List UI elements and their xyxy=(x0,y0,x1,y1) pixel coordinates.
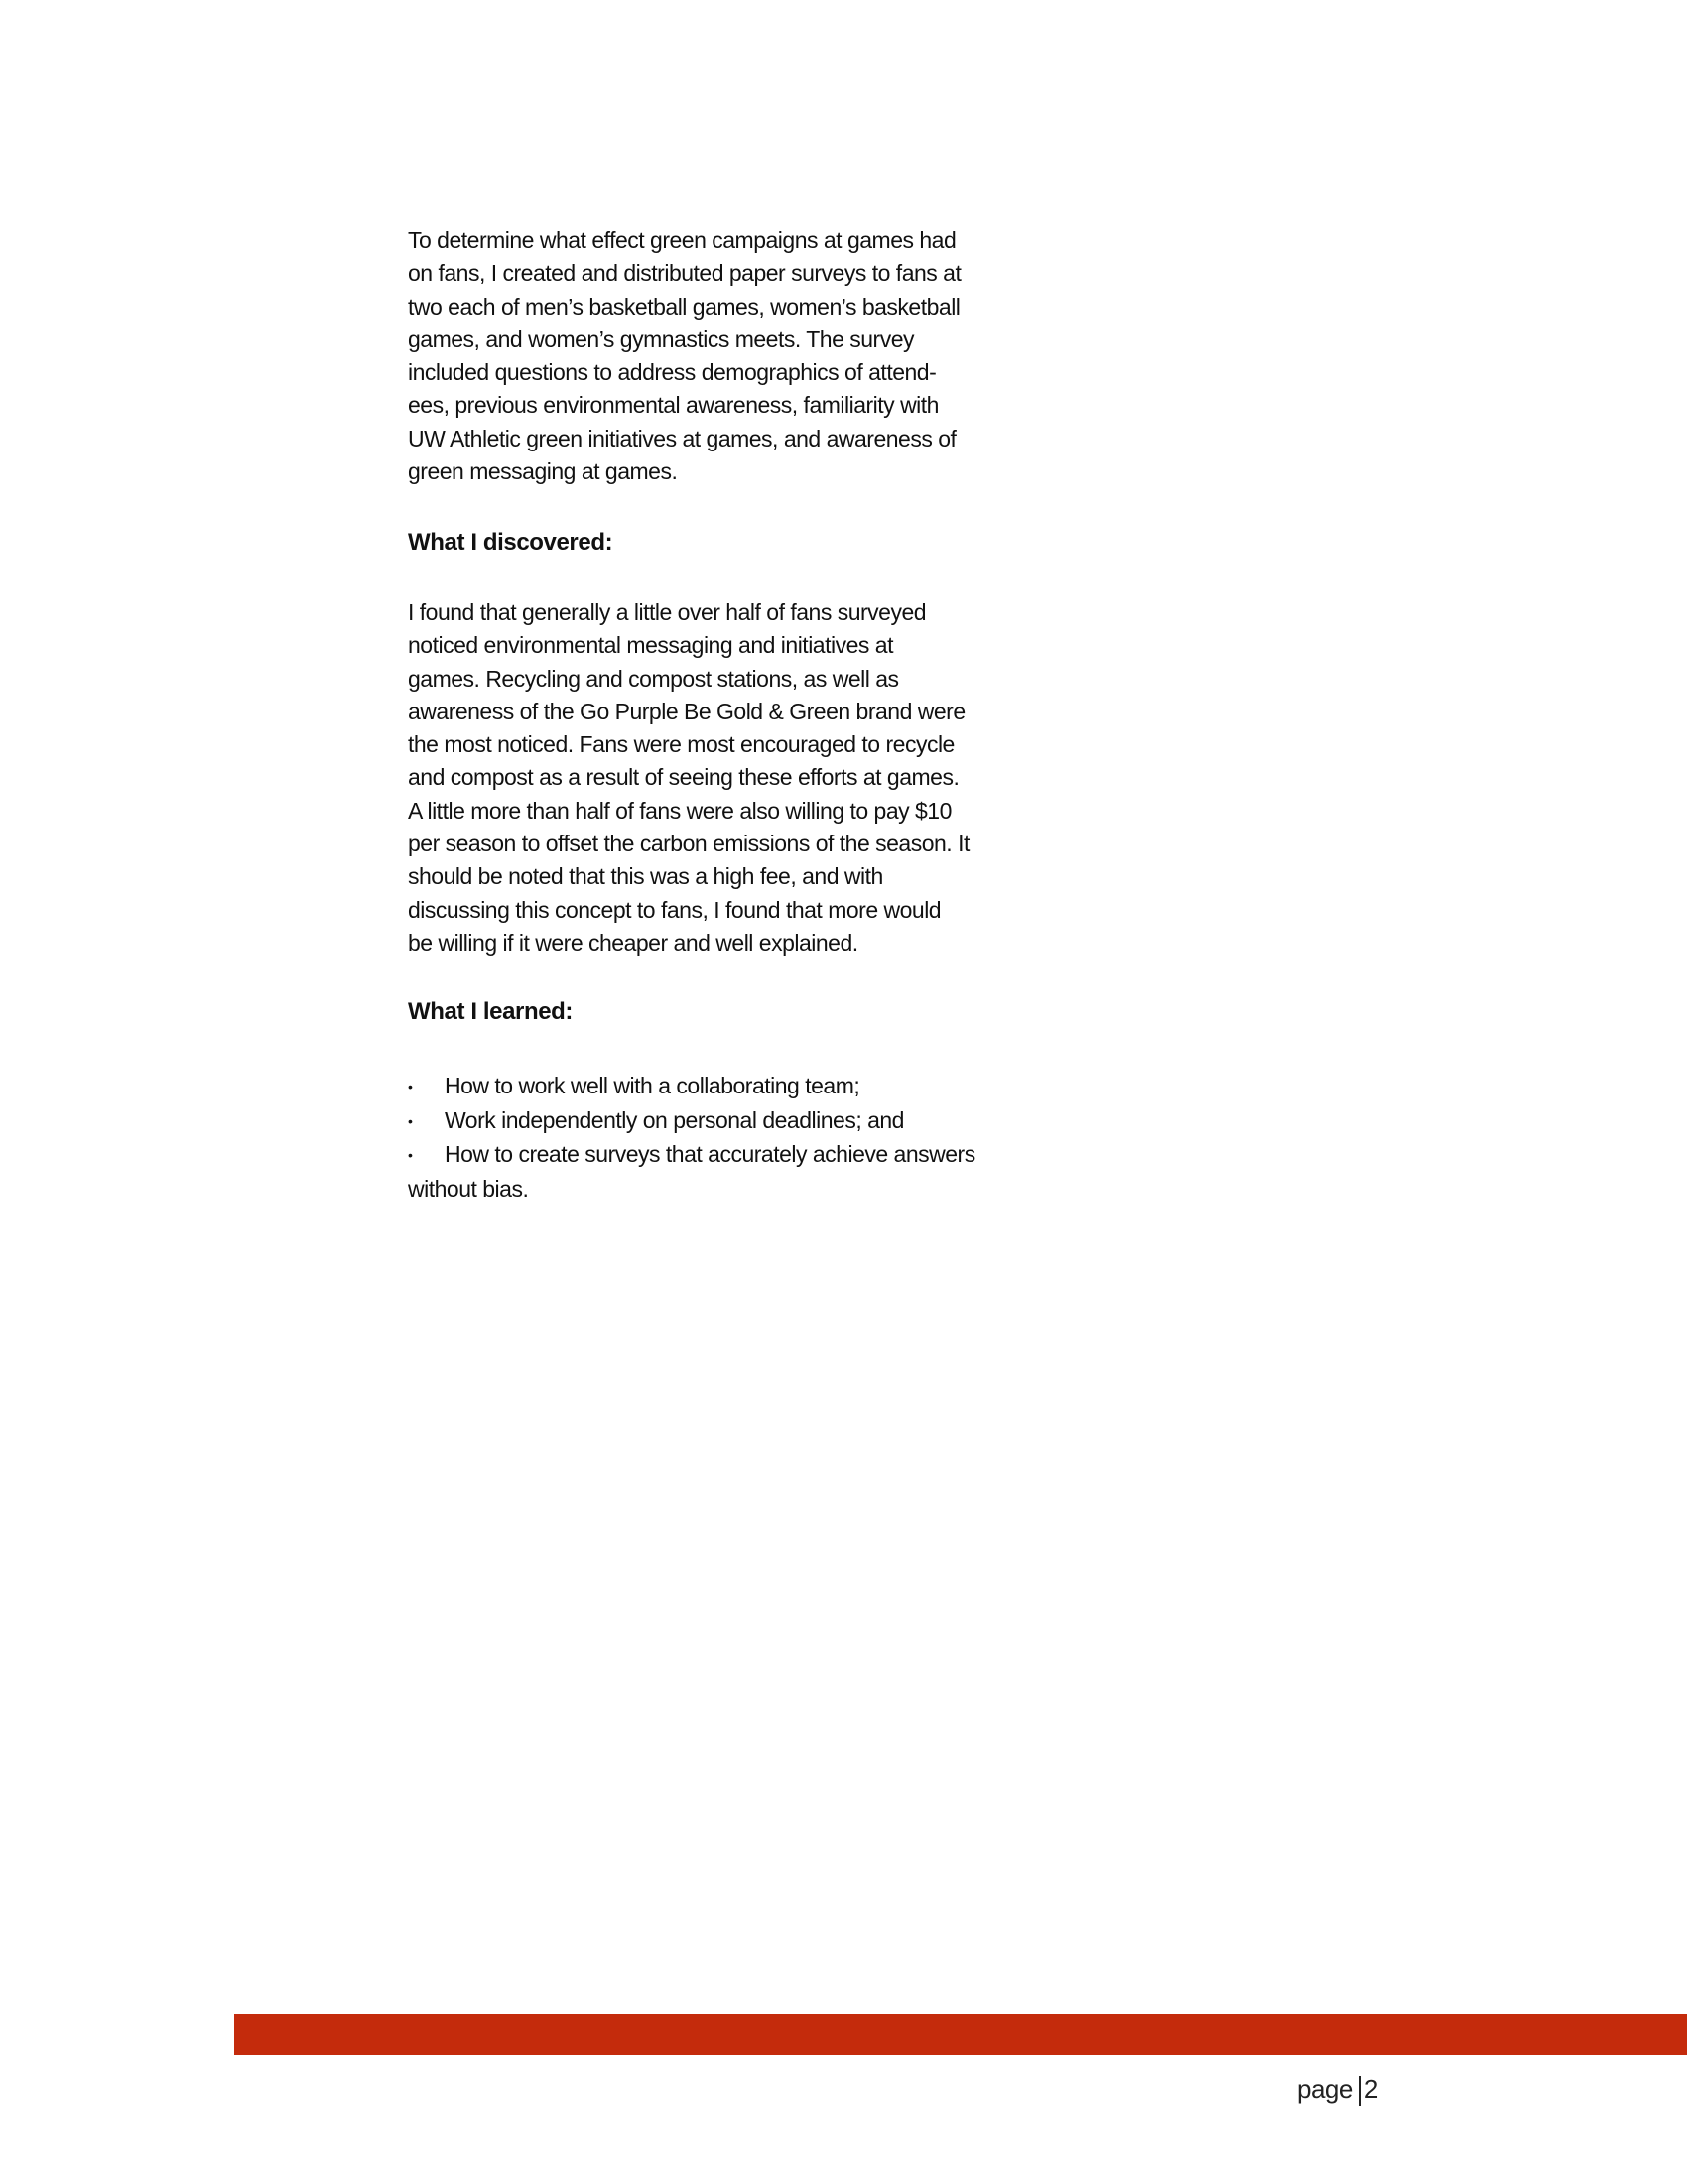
bullet-icon: • xyxy=(408,1079,413,1095)
list-item xyxy=(408,1070,975,1104)
discovered-heading: What I discovered: xyxy=(408,529,613,556)
bullet-icon: • xyxy=(408,1147,413,1164)
list-item-text: How to work well with a collaborating team; xyxy=(445,1073,860,1098)
text-line: games, and women’s gymnastics meets. The survey xyxy=(408,325,914,352)
text-line: To determine what effect green campaigns at games had xyxy=(408,227,957,253)
text-line: noticed environmental messaging and initiatives at xyxy=(408,632,893,659)
list-item-text: Work independently on personal deadlines; and xyxy=(445,1106,904,1133)
page-number-value: 2 xyxy=(1363,2074,1378,2104)
page-separator xyxy=(1359,2076,1361,2106)
list-item-continuation: without bias. xyxy=(408,1175,529,1202)
learned-list xyxy=(408,1070,975,1206)
text-line: ees, previous environmental awareness, familiarity with xyxy=(408,392,939,419)
text-line: should be noted that this was a high fee, and with xyxy=(408,863,883,890)
discovered-paragraph xyxy=(408,596,970,960)
text-line: green messaging at games. xyxy=(408,458,678,485)
list-item xyxy=(408,1138,975,1173)
text-line: the most noticed. Fans were most encouraged to recycle xyxy=(408,731,955,758)
text-line: I found that generally a little over half of fans surveyed xyxy=(408,599,927,625)
intro-paragraph xyxy=(408,224,961,488)
text-line: per season to offset the carbon emissions of the season. It xyxy=(408,831,970,857)
text-line: games. Recycling and compost stations, as well as xyxy=(408,665,899,692)
text-line: awareness of the Go Purple Be Gold & Green brand were xyxy=(408,698,966,724)
text-line: discussing this concept to fans, I found that more would xyxy=(408,896,942,923)
list-item xyxy=(408,1104,975,1139)
text-line: two each of men’s basketball games, women’s basketball xyxy=(408,293,961,320)
text-line: on fans, I created and distributed paper surveys to fans at xyxy=(408,260,962,287)
bullet-icon: • xyxy=(408,1112,413,1129)
text-line: included questions to address demographics of attend- xyxy=(408,359,937,386)
text-line: UW Athletic green initiatives at games, and awareness of xyxy=(408,425,957,451)
learned-heading: What I learned: xyxy=(408,998,574,1025)
page-number xyxy=(1297,2074,1378,2106)
text-line: be willing if it were cheaper and well explained. xyxy=(408,929,858,956)
text-line: A little more than half of fans were also willing to pay $10 xyxy=(408,797,952,824)
page-label: page xyxy=(1297,2074,1353,2104)
text-line: and compost as a result of seeing these efforts at games. xyxy=(408,764,960,791)
list-item-text: How to create surveys that accurately achieve answers xyxy=(445,1141,975,1168)
footer-accent-bar xyxy=(234,2014,1687,2055)
